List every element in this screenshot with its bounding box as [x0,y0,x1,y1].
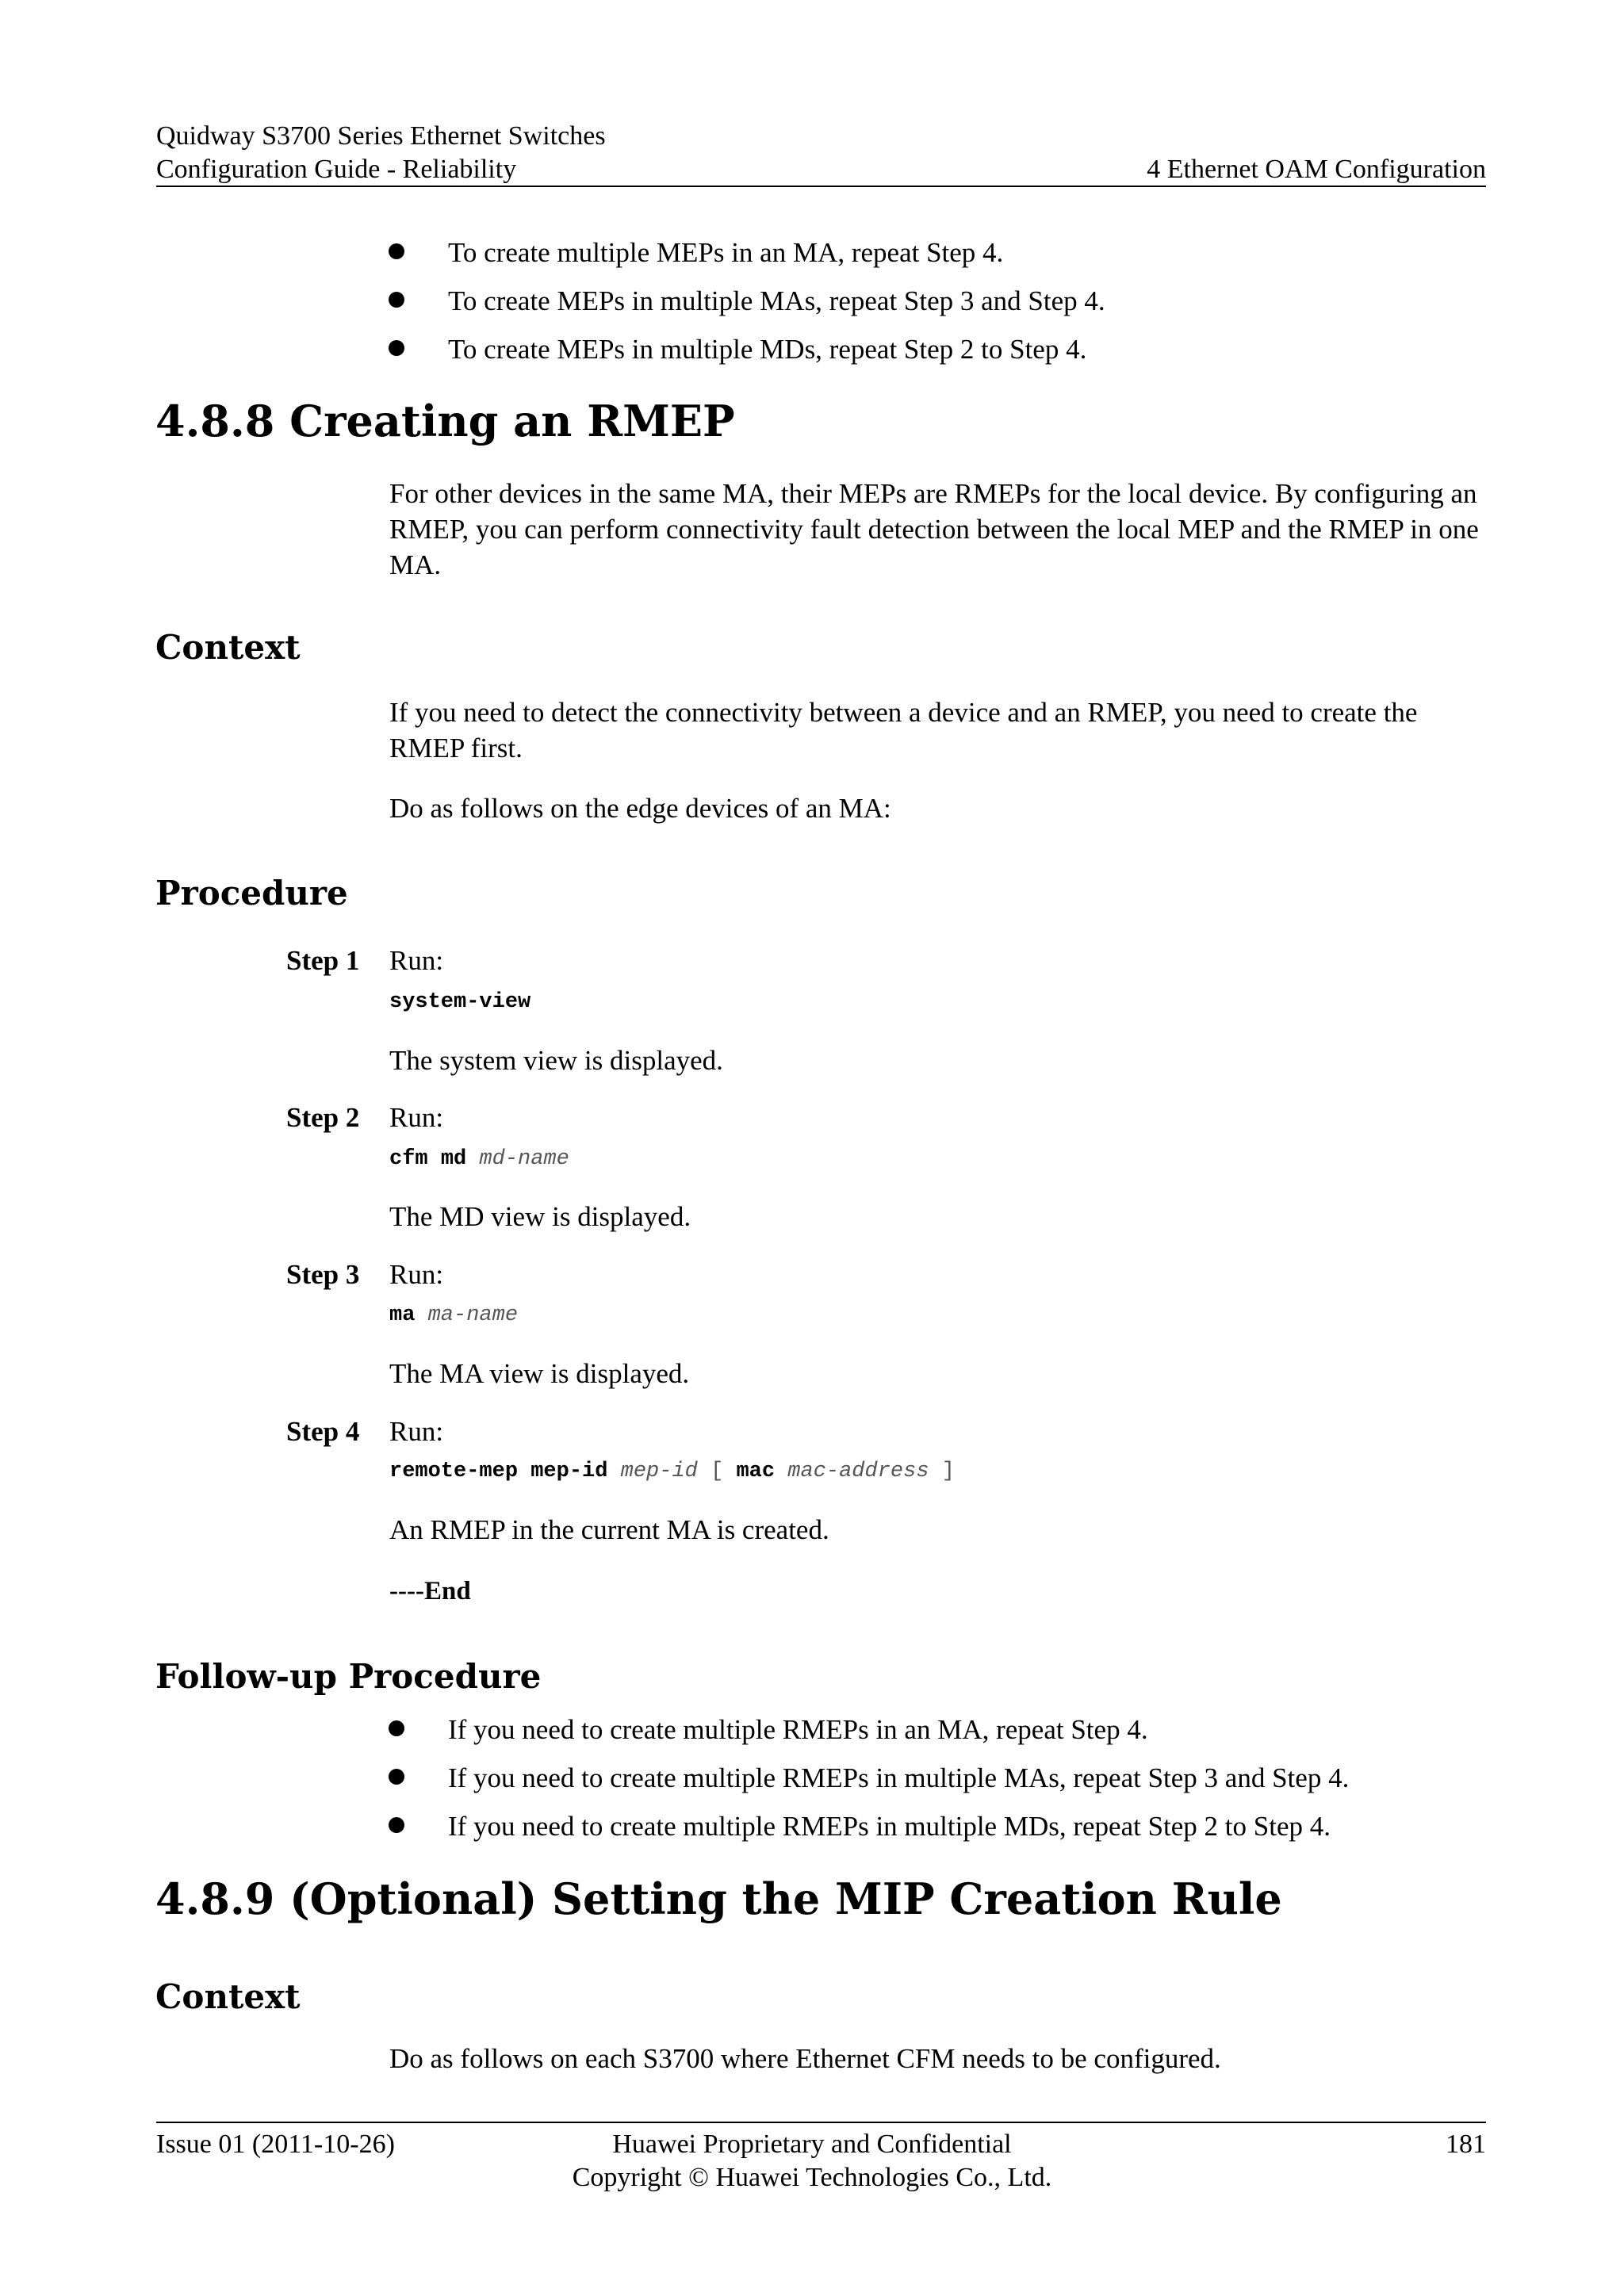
step-2-command: cfm md md-name [389,1147,569,1171]
list-item: To create MEPs in multiple MDs, repeat Step 2 to Step 4. [389,334,1486,382]
step-3-label: Step 3 [286,1259,360,1290]
header-rule [156,186,1486,187]
bullet-dot-icon [389,1817,404,1833]
step-4-description: An RMEP in the current MA is created. [389,1514,829,1545]
step-2-run: Run: [389,1102,444,1133]
section-488-intro: For other devices in the same MA, their MEPs are RMEPs for the local device. By configuring an RMEP, you can perform connectivity fault detection between the local MEP and the RMEP in one MA. [389,478,1479,580]
bullet-dot-icon [389,1720,404,1736]
step-1-run: Run: [389,945,444,976]
step-4-label: Step 4 [286,1416,360,1447]
header-chapter-title: 4 Ethernet OAM Configuration [1147,155,1486,184]
footer-confidential: Huawei Proprietary and Confidential [612,2130,1012,2159]
header-guide-title: Configuration Guide - Reliability [156,155,517,184]
procedure-end-marker: ----End [389,1577,471,1605]
list-item: If you need to create multiple RMEPs in multiple MDs, repeat Step 2 to Step 4. [389,1811,1486,1859]
step-4-run: Run: [389,1416,444,1447]
footer-copyright: Copyright © Huawei Technologies Co., Ltd. [572,2163,1052,2192]
step-2-description: The MD view is displayed. [389,1201,691,1232]
followup-bullet-list [389,1714,1486,1859]
context-heading: Context [155,628,301,667]
section-488-title: 4.8.8 Creating an RMEP [155,396,735,446]
header-doc-title: Quidway S3700 Series Ethernet Switches [156,121,606,151]
step-3-run: Run: [389,1259,444,1290]
step-1-description: The system view is displayed. [389,1045,723,1076]
followup-heading: Follow-up Procedure [155,1657,542,1696]
context-paragraph-2: Do as follows on the edge devices of an MA: [389,793,891,824]
bullet-dot-icon [389,1769,404,1785]
list-item: To create MEPs in multiple MAs, repeat Step 3 and Step 4. [389,285,1486,334]
footer-page-number: 181 [1446,2130,1486,2159]
procedure-heading: Procedure [155,874,348,913]
section-489-context-paragraph: Do as follows on each S3700 where Ethernet CFM needs to be configured. [389,2043,1221,2074]
step-4-command: remote-mep mep-id mep-id [ mac mac-address ] [389,1460,955,1483]
bullet-dot-icon [389,292,404,308]
list-item: To create multiple MEPs in an MA, repeat Step 4. [389,237,1486,285]
bullet-dot-icon [389,340,404,356]
bullet-dot-icon [389,243,404,259]
top-bullet-list [389,237,1486,382]
step-3-command: ma ma-name [389,1303,519,1327]
section-489-title: 4.8.9 (Optional) Setting the MIP Creation Rule [155,1873,1282,1924]
list-item: If you need to create multiple RMEPs in multiple MAs, repeat Step 3 and Step 4. [389,1762,1486,1811]
step-1-command: system-view [389,990,531,1014]
footer-rule [156,2122,1486,2123]
step-1-label: Step 1 [286,945,360,976]
footer-issue: Issue 01 (2011-10-26) [156,2130,395,2159]
context-paragraph-1: If you need to detect the connectivity between a device and an RMEP, you need to create the RMEP first. [389,697,1418,763]
list-item: If you need to create multiple RMEPs in an MA, repeat Step 4. [389,1714,1486,1762]
section-489-context-heading: Context [155,1977,301,2016]
step-2-label: Step 2 [286,1102,360,1133]
step-3-description: The MA view is displayed. [389,1358,690,1389]
